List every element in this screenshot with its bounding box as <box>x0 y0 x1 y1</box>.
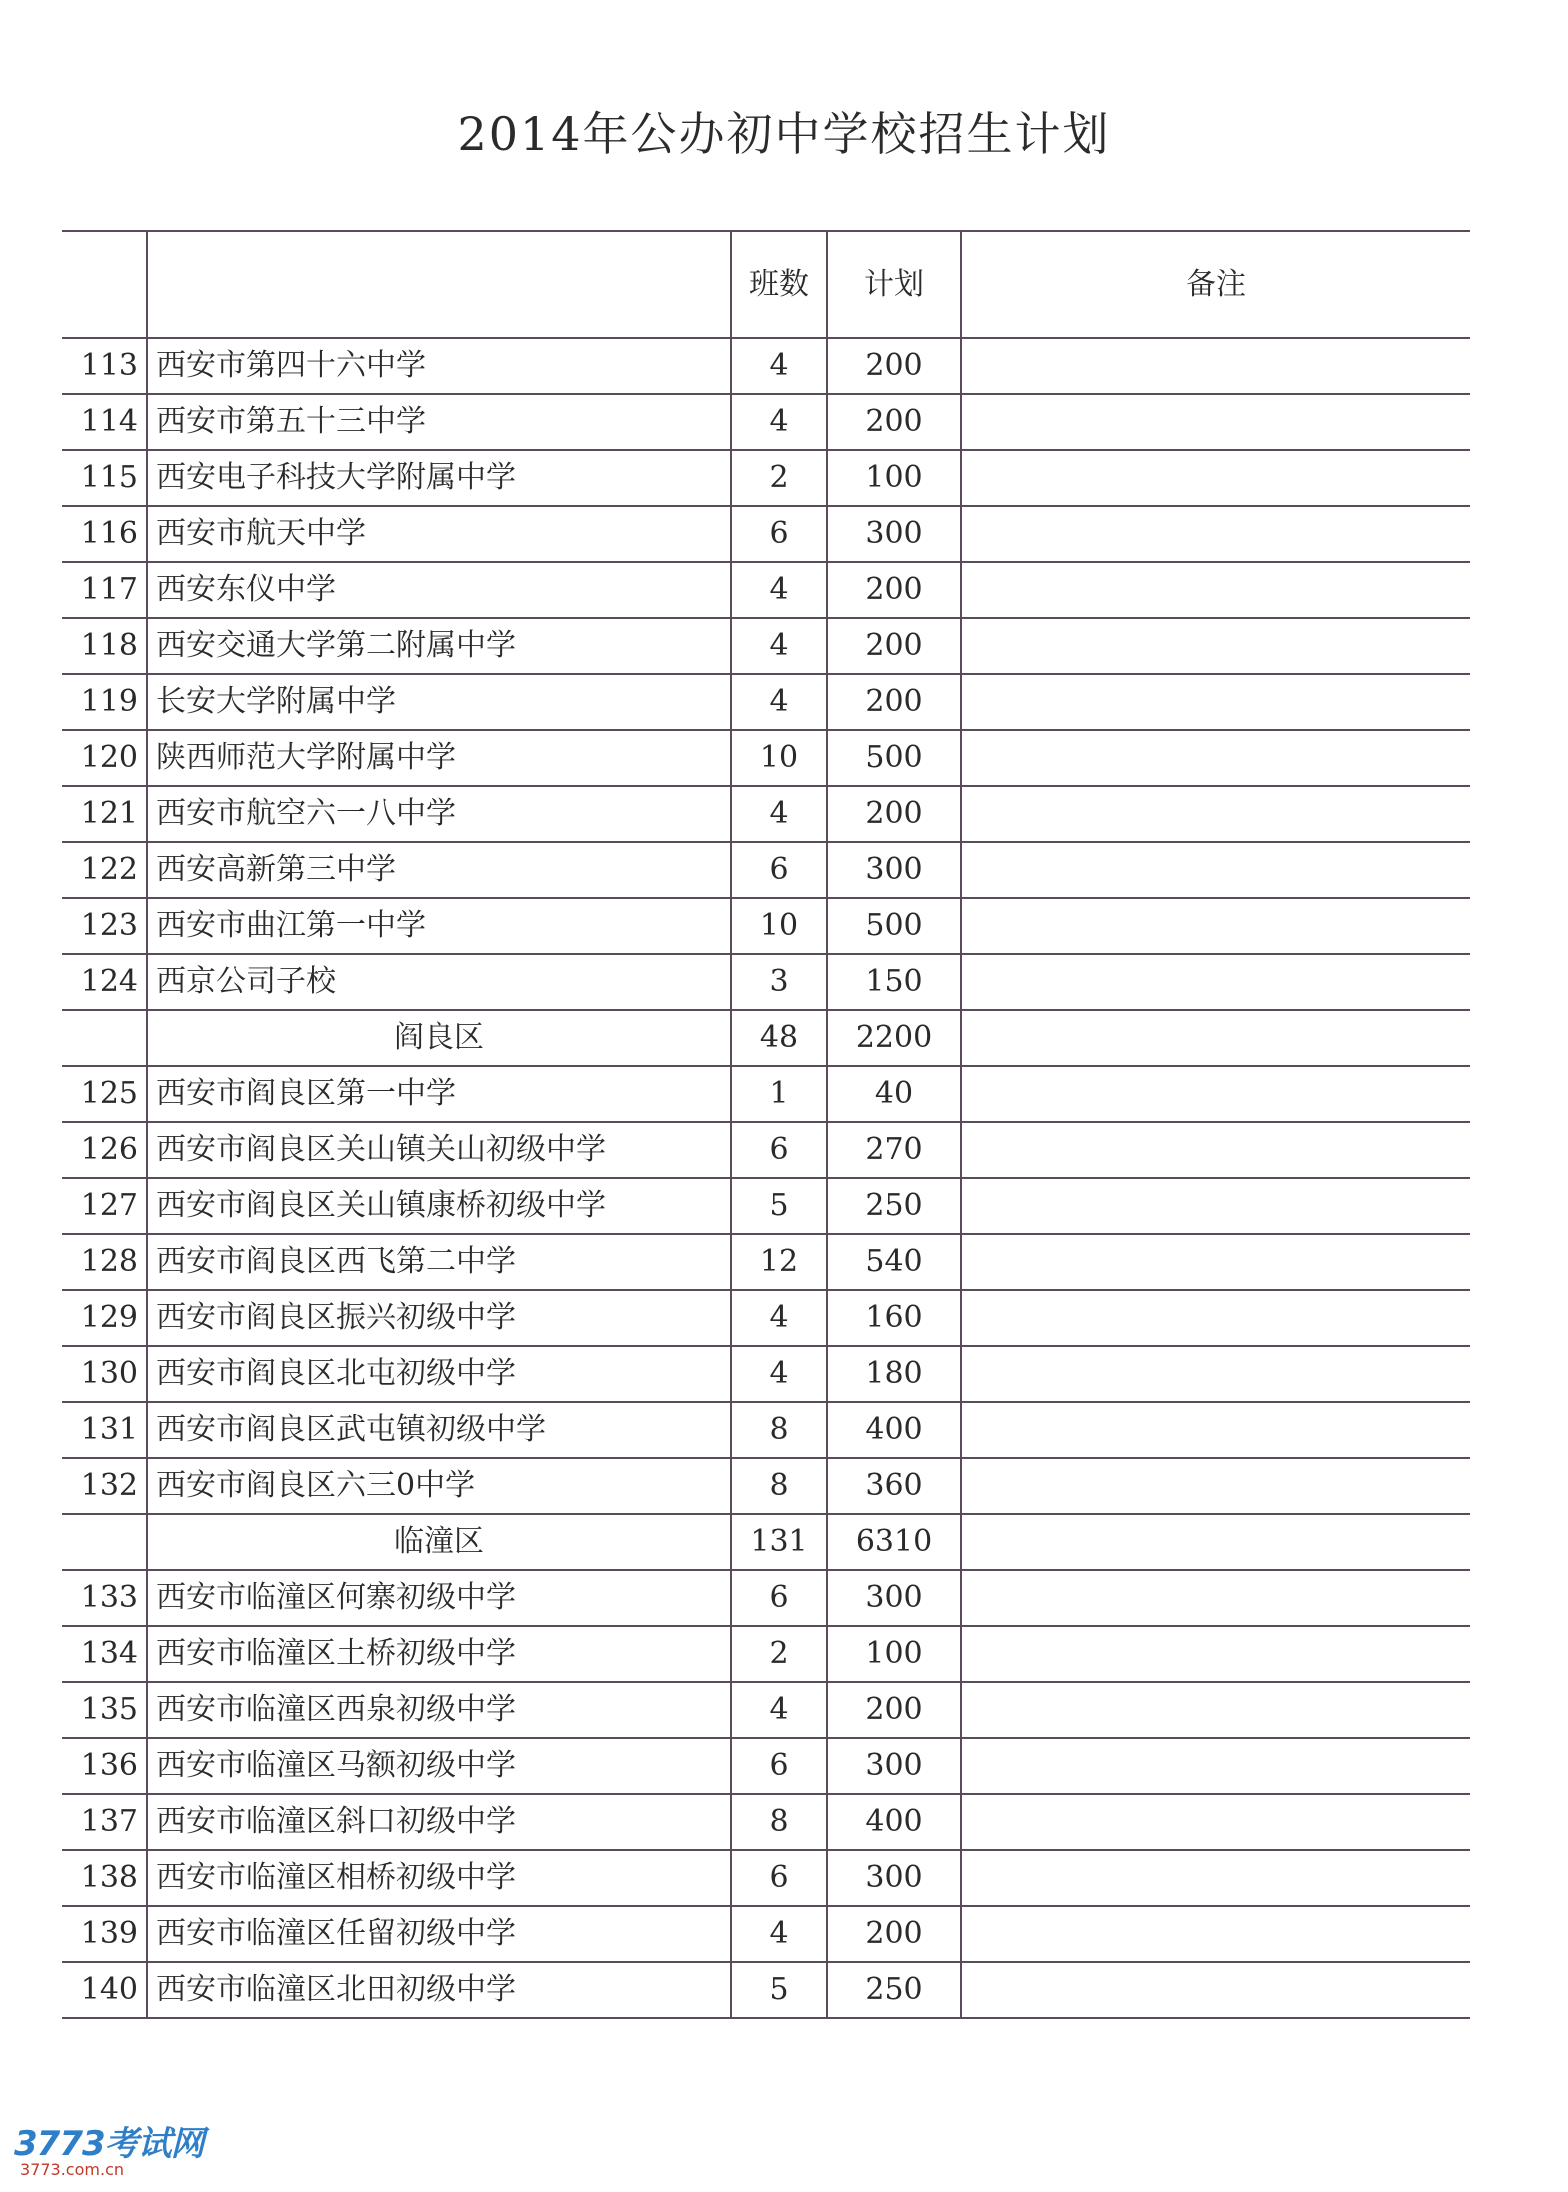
cell-classes: 8 <box>731 1402 827 1458</box>
cell-note <box>961 1682 1470 1738</box>
cell-classes: 4 <box>731 786 827 842</box>
cell-note <box>961 674 1470 730</box>
cell-note <box>961 338 1470 394</box>
cell-plan: 250 <box>827 1962 961 2018</box>
cell-note <box>961 1626 1470 1682</box>
cell-plan: 200 <box>827 674 961 730</box>
table-row <box>62 338 1470 394</box>
cell-school-name: 西安市临潼区北田初级中学 <box>147 1962 731 2018</box>
cell-classes: 4 <box>731 618 827 674</box>
table-row <box>62 450 1470 506</box>
cell-classes: 4 <box>731 1346 827 1402</box>
cell-plan: 200 <box>827 1682 961 1738</box>
cell-plan: 200 <box>827 338 961 394</box>
cell-school-name: 西安市临潼区任留初级中学 <box>147 1906 731 1962</box>
cell-no: 124 <box>62 954 147 1010</box>
cell-note <box>961 842 1470 898</box>
cell-plan: 400 <box>827 1794 961 1850</box>
table-row <box>62 394 1470 450</box>
cell-no: 126 <box>62 1122 147 1178</box>
cell-classes: 5 <box>731 1962 827 2018</box>
cell-note <box>961 786 1470 842</box>
table-row <box>62 1738 1470 1794</box>
table-row <box>62 1122 1470 1178</box>
cell-no <box>62 1010 147 1066</box>
cell-plan: 200 <box>827 394 961 450</box>
cell-plan: 500 <box>827 898 961 954</box>
cell-plan: 540 <box>827 1234 961 1290</box>
cell-note <box>961 450 1470 506</box>
cell-classes: 2 <box>731 1626 827 1682</box>
cell-classes: 4 <box>731 338 827 394</box>
cell-plan: 250 <box>827 1178 961 1234</box>
cell-plan: 300 <box>827 1850 961 1906</box>
cell-classes: 8 <box>731 1458 827 1514</box>
cell-classes: 10 <box>731 898 827 954</box>
table-row <box>62 1066 1470 1122</box>
cell-no: 138 <box>62 1850 147 1906</box>
district-row <box>62 1010 1470 1066</box>
cell-school-name: 西安市阎良区关山镇康桥初级中学 <box>147 1178 731 1234</box>
cell-classes: 5 <box>731 1178 827 1234</box>
cell-no: 129 <box>62 1290 147 1346</box>
cell-school-name: 长安大学附属中学 <box>147 674 731 730</box>
table-row <box>62 1458 1470 1514</box>
cell-no: 127 <box>62 1178 147 1234</box>
cell-note <box>961 1458 1470 1514</box>
cell-classes: 12 <box>731 1234 827 1290</box>
cell-plan: 300 <box>827 1570 961 1626</box>
table-row <box>62 842 1470 898</box>
cell-classes: 4 <box>731 394 827 450</box>
cell-plan: 500 <box>827 730 961 786</box>
cell-no: 120 <box>62 730 147 786</box>
cell-plan: 400 <box>827 1402 961 1458</box>
cell-no: 132 <box>62 1458 147 1514</box>
cell-note <box>961 1346 1470 1402</box>
cell-school-name: 西安交通大学第二附属中学 <box>147 618 731 674</box>
cell-plan: 300 <box>827 1738 961 1794</box>
cell-note <box>961 898 1470 954</box>
cell-no: 123 <box>62 898 147 954</box>
cell-school-name: 陕西师范大学附属中学 <box>147 730 731 786</box>
cell-school-name: 西安市阎良区振兴初级中学 <box>147 1290 731 1346</box>
cell-plan: 360 <box>827 1458 961 1514</box>
cell-school-name: 西安市阎良区西飞第二中学 <box>147 1234 731 1290</box>
table-row <box>62 1346 1470 1402</box>
cell-note <box>961 1178 1470 1234</box>
table-row <box>62 562 1470 618</box>
cell-no: 122 <box>62 842 147 898</box>
cell-classes: 6 <box>731 842 827 898</box>
cell-plan: 100 <box>827 450 961 506</box>
cell-classes: 6 <box>731 1570 827 1626</box>
table-row <box>62 1178 1470 1234</box>
cell-plan: 200 <box>827 1906 961 1962</box>
cell-note <box>961 730 1470 786</box>
cell-no: 115 <box>62 450 147 506</box>
cell-no: 117 <box>62 562 147 618</box>
cell-classes: 4 <box>731 1682 827 1738</box>
header-classes: 班数 <box>731 231 827 338</box>
cell-no: 136 <box>62 1738 147 1794</box>
cell-note <box>961 1066 1470 1122</box>
cell-school-name: 西安市第四十六中学 <box>147 338 731 394</box>
cell-classes: 8 <box>731 1794 827 1850</box>
cell-no: 130 <box>62 1346 147 1402</box>
page-title: 2014年公办初中学校招生计划 <box>457 107 1111 161</box>
table-row <box>62 954 1470 1010</box>
cell-classes: 6 <box>731 1850 827 1906</box>
cell-school-name: 西安市临潼区斜口初级中学 <box>147 1794 731 1850</box>
cell-no: 119 <box>62 674 147 730</box>
cell-no: 137 <box>62 1794 147 1850</box>
table-row <box>62 730 1470 786</box>
cell-classes: 48 <box>731 1010 827 1066</box>
cell-classes: 4 <box>731 1906 827 1962</box>
cell-classes: 6 <box>731 1738 827 1794</box>
table-row <box>62 1906 1470 1962</box>
cell-plan: 6310 <box>827 1514 961 1570</box>
table-body <box>62 231 1470 2018</box>
cell-plan: 300 <box>827 506 961 562</box>
cell-no: 118 <box>62 618 147 674</box>
cell-no: 131 <box>62 1402 147 1458</box>
cell-note <box>961 954 1470 1010</box>
table-header-row <box>62 231 1470 338</box>
header-note: 备注 <box>961 231 1470 338</box>
header-name <box>147 231 731 338</box>
cell-no: 116 <box>62 506 147 562</box>
enrollment-plan-table <box>62 230 1470 2019</box>
cell-no: 135 <box>62 1682 147 1738</box>
table-row <box>62 1682 1470 1738</box>
cell-note <box>961 1122 1470 1178</box>
cell-note <box>961 1850 1470 1906</box>
cell-plan: 2200 <box>827 1010 961 1066</box>
cell-school-name: 西安市临潼区西泉初级中学 <box>147 1682 731 1738</box>
table-row <box>62 898 1470 954</box>
cell-no: 121 <box>62 786 147 842</box>
table-row <box>62 786 1470 842</box>
cell-classes: 131 <box>731 1514 827 1570</box>
watermark-site: 3773.com.cn <box>20 2160 124 2179</box>
cell-school-name: 西安市阎良区六三0中学 <box>147 1458 731 1514</box>
cell-note <box>961 618 1470 674</box>
table-row <box>62 674 1470 730</box>
cell-note <box>961 1738 1470 1794</box>
cell-district-name: 临潼区 <box>147 1514 731 1570</box>
cell-school-name: 西安市阎良区关山镇关山初级中学 <box>147 1122 731 1178</box>
cell-plan: 180 <box>827 1346 961 1402</box>
cell-classes: 10 <box>731 730 827 786</box>
cell-school-name: 西安市航天中学 <box>147 506 731 562</box>
cell-district-name: 阎良区 <box>147 1010 731 1066</box>
cell-school-name: 西安东仪中学 <box>147 562 731 618</box>
cell-note <box>961 1402 1470 1458</box>
table-row <box>62 1850 1470 1906</box>
cell-note <box>961 1514 1470 1570</box>
cell-plan: 200 <box>827 618 961 674</box>
cell-classes: 6 <box>731 1122 827 1178</box>
cell-plan: 160 <box>827 1290 961 1346</box>
cell-school-name: 西安市临潼区相桥初级中学 <box>147 1850 731 1906</box>
cell-school-name: 西安市阎良区第一中学 <box>147 1066 731 1122</box>
cell-school-name: 西安市阎良区武屯镇初级中学 <box>147 1402 731 1458</box>
cell-school-name: 西京公司子校 <box>147 954 731 1010</box>
cell-no: 113 <box>62 338 147 394</box>
cell-school-name: 西安市第五十三中学 <box>147 394 731 450</box>
cell-classes: 3 <box>731 954 827 1010</box>
cell-school-name: 西安市航空六一八中学 <box>147 786 731 842</box>
cell-classes: 1 <box>731 1066 827 1122</box>
table-row <box>62 618 1470 674</box>
cell-note <box>961 1570 1470 1626</box>
cell-school-name: 西安市曲江第一中学 <box>147 898 731 954</box>
cell-plan: 200 <box>827 562 961 618</box>
watermark-logo: 3773考试网 <box>14 2124 204 2164</box>
table-row <box>62 1962 1470 2018</box>
cell-no: 125 <box>62 1066 147 1122</box>
cell-plan: 40 <box>827 1066 961 1122</box>
cell-classes: 4 <box>731 562 827 618</box>
cell-no <box>62 1514 147 1570</box>
cell-school-name: 西安市临潼区马额初级中学 <box>147 1738 731 1794</box>
cell-note <box>961 394 1470 450</box>
cell-note <box>961 1290 1470 1346</box>
cell-plan: 150 <box>827 954 961 1010</box>
cell-no: 114 <box>62 394 147 450</box>
table-row <box>62 1290 1470 1346</box>
cell-plan: 300 <box>827 842 961 898</box>
header-plan: 计划 <box>827 231 961 338</box>
cell-note <box>961 562 1470 618</box>
cell-no: 133 <box>62 1570 147 1626</box>
cell-no: 128 <box>62 1234 147 1290</box>
district-row <box>62 1514 1470 1570</box>
cell-school-name: 西安高新第三中学 <box>147 842 731 898</box>
cell-no: 134 <box>62 1626 147 1682</box>
cell-note <box>961 506 1470 562</box>
cell-school-name: 西安市临潼区何寨初级中学 <box>147 1570 731 1626</box>
cell-classes: 2 <box>731 450 827 506</box>
table-row <box>62 1570 1470 1626</box>
cell-no: 139 <box>62 1906 147 1962</box>
table-row <box>62 1402 1470 1458</box>
cell-no: 140 <box>62 1962 147 2018</box>
cell-plan: 100 <box>827 1626 961 1682</box>
cell-school-name: 西安市临潼区土桥初级中学 <box>147 1626 731 1682</box>
table-row <box>62 1626 1470 1682</box>
cell-note <box>961 1234 1470 1290</box>
cell-note <box>961 1010 1470 1066</box>
cell-plan: 200 <box>827 786 961 842</box>
table-row <box>62 1234 1470 1290</box>
cell-note <box>961 1794 1470 1850</box>
table-row <box>62 506 1470 562</box>
header-no <box>62 231 147 338</box>
cell-note <box>961 1906 1470 1962</box>
cell-plan: 270 <box>827 1122 961 1178</box>
cell-classes: 6 <box>731 506 827 562</box>
cell-classes: 4 <box>731 1290 827 1346</box>
cell-school-name: 西安电子科技大学附属中学 <box>147 450 731 506</box>
cell-note <box>961 1962 1470 2018</box>
table-row <box>62 1794 1470 1850</box>
cell-classes: 4 <box>731 674 827 730</box>
cell-school-name: 西安市阎良区北屯初级中学 <box>147 1346 731 1402</box>
